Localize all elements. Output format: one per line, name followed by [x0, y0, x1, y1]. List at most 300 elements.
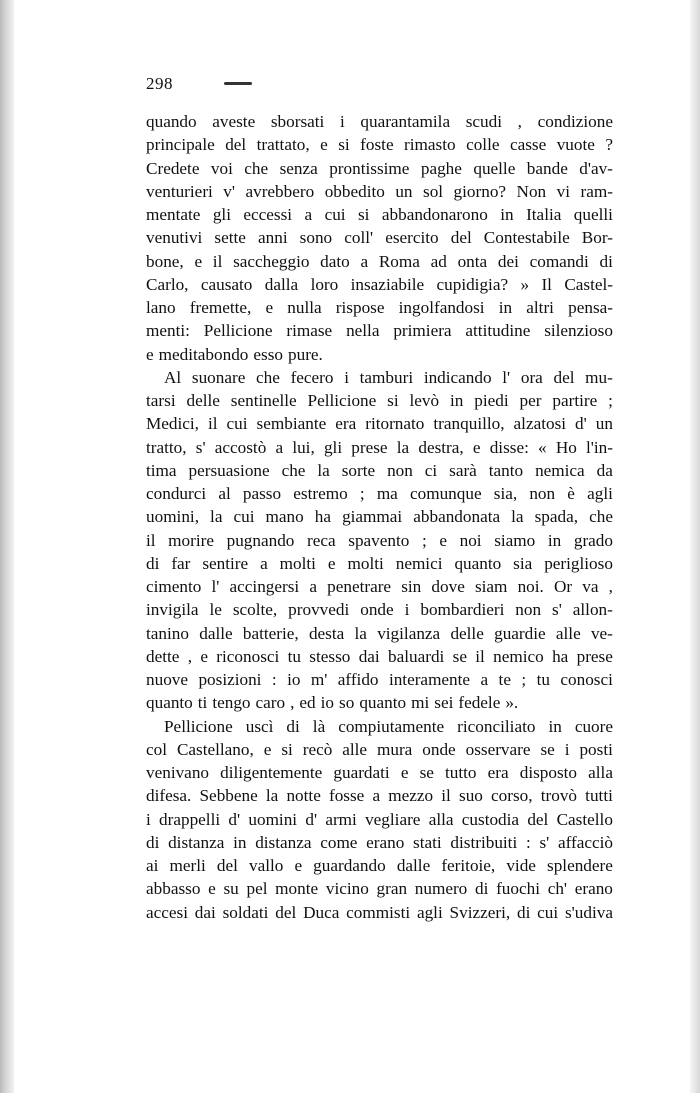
word: obbedito	[324, 181, 385, 201]
word: dalla	[264, 274, 299, 294]
word: ti	[197, 693, 208, 713]
word: rimasto	[404, 135, 456, 155]
word: delle	[186, 391, 220, 410]
word: penetrare	[327, 577, 392, 596]
word: di	[599, 251, 613, 271]
word: s'udiva	[564, 902, 613, 922]
word: affacciò	[557, 832, 613, 852]
word: :	[525, 832, 531, 852]
text-line	[146, 157, 613, 180]
word: giammai	[342, 507, 403, 527]
word: armi	[325, 809, 357, 829]
word: distanza	[255, 832, 312, 852]
word: grado	[573, 530, 613, 550]
word: gli	[212, 205, 231, 224]
word: scudi	[465, 112, 503, 131]
word: da	[596, 460, 613, 480]
word: m'	[310, 670, 328, 689]
word: l'	[211, 577, 220, 596]
word: non	[387, 460, 413, 480]
text-line	[146, 482, 613, 505]
word: Roma	[378, 251, 420, 271]
text-line	[146, 877, 613, 900]
word: per	[519, 391, 542, 410]
word: piedi	[474, 391, 509, 410]
word: insaziabile	[350, 274, 425, 294]
text-line	[146, 389, 613, 412]
word: ,	[187, 646, 193, 666]
word: io	[320, 693, 335, 713]
word: esercito	[385, 228, 439, 248]
text-line	[146, 529, 613, 552]
word: abbasso	[146, 879, 201, 899]
word: levò	[409, 391, 440, 410]
word: batterie,	[242, 623, 299, 643]
word: disse:	[489, 437, 529, 457]
body-text	[146, 110, 613, 924]
word: del	[225, 135, 247, 155]
word: :	[271, 670, 277, 689]
word: che	[281, 460, 306, 480]
word: s'	[539, 832, 550, 852]
word: cui	[324, 205, 346, 224]
word: sia	[513, 553, 533, 573]
word: stesso	[309, 646, 351, 666]
word: corso,	[491, 786, 533, 806]
word: se	[452, 646, 467, 666]
word: sorte	[341, 460, 376, 480]
word: mu-	[585, 367, 613, 387]
word: menti:	[146, 321, 190, 341]
word: quanto	[454, 553, 502, 573]
word: riconosci	[216, 646, 280, 666]
word: te	[498, 670, 511, 689]
word: se	[419, 763, 434, 782]
word: colle	[466, 135, 500, 155]
text-line	[146, 133, 613, 156]
word: commisti	[346, 902, 411, 922]
word: splendere	[547, 856, 613, 875]
word: nulla	[287, 298, 322, 317]
word: Pellicione	[307, 391, 377, 410]
word: nella	[346, 321, 380, 341]
word: tengo	[212, 693, 251, 713]
word: ,	[517, 112, 522, 131]
word: v'	[223, 181, 235, 201]
word: fedele	[458, 693, 501, 713]
text-line	[146, 715, 613, 738]
word: paghe	[420, 158, 462, 178]
word: agli	[416, 902, 443, 922]
word: silenzioso	[544, 321, 613, 341]
word: Sebbene	[199, 786, 258, 806]
word: meditabondo	[158, 344, 249, 364]
word: sono	[299, 228, 333, 248]
word: io	[287, 670, 301, 689]
word: fuochi	[496, 879, 540, 899]
word: ,	[290, 693, 295, 713]
word: vuote	[556, 135, 595, 155]
word: Italia	[526, 205, 562, 224]
text-line	[146, 552, 613, 575]
word: bone,	[146, 251, 184, 271]
word: osservare	[465, 739, 531, 759]
word: dalle	[396, 856, 431, 875]
word: il	[441, 786, 451, 806]
word: foste	[360, 135, 394, 155]
word: Castel-	[564, 274, 613, 294]
word: indicando	[423, 367, 492, 387]
word: feritoie,	[441, 856, 496, 875]
word: tima	[146, 460, 177, 480]
word: attitudine	[465, 321, 531, 341]
word: Ho	[555, 437, 577, 457]
word: a	[260, 553, 268, 573]
word: rispose	[335, 298, 385, 317]
word: si	[338, 135, 350, 155]
word: mura	[376, 739, 413, 759]
word: del	[450, 228, 472, 248]
word: d'	[228, 809, 241, 829]
word: posizioni	[198, 670, 262, 689]
word: ora	[520, 367, 543, 387]
text-line	[146, 831, 613, 854]
word: avrebbero	[245, 181, 315, 201]
word: del	[216, 856, 238, 875]
word: mentate	[146, 205, 201, 224]
word: dette	[146, 646, 180, 666]
word: un	[395, 181, 413, 201]
word: ch'	[547, 879, 568, 899]
word: ;	[608, 391, 613, 410]
word: soldati	[222, 902, 269, 922]
word: uomini	[248, 809, 298, 829]
word: quando	[146, 112, 197, 131]
word: in	[500, 205, 514, 224]
word: compiutamente	[338, 716, 445, 736]
word: del	[275, 902, 297, 922]
word: sembiante	[256, 414, 327, 434]
word: l'	[502, 367, 511, 387]
word: suo	[459, 786, 483, 806]
word: che	[244, 158, 269, 178]
word: passo	[242, 484, 282, 503]
word: e	[208, 879, 216, 899]
text-line	[146, 273, 613, 296]
word: in	[450, 391, 464, 410]
word: mano	[265, 507, 304, 527]
word: alle	[342, 739, 368, 759]
word: disposto	[519, 763, 578, 782]
word: reca	[307, 530, 336, 550]
word: tamburi	[359, 367, 414, 387]
word: quarantamila	[360, 112, 451, 131]
text-line	[146, 622, 613, 645]
word: affido	[337, 670, 379, 689]
word: quelle	[473, 158, 516, 178]
word: mezzo	[388, 786, 434, 806]
word: guardando	[313, 856, 386, 875]
word: noi	[459, 530, 482, 550]
text-line	[146, 296, 613, 319]
word: lui,	[292, 437, 315, 457]
word: e	[439, 530, 447, 550]
word: prontissime	[329, 158, 410, 178]
text-line	[146, 901, 613, 924]
word: agli	[587, 484, 613, 503]
word: quelli	[573, 205, 613, 224]
word: spavento	[348, 530, 410, 550]
word: coll'	[344, 228, 374, 248]
word: periglioso	[544, 553, 613, 573]
word: Duca	[303, 902, 340, 922]
word: cui	[233, 507, 255, 527]
word: interamente	[388, 670, 471, 689]
word: su	[223, 879, 239, 899]
word: a	[304, 205, 313, 224]
word: pel	[246, 879, 268, 899]
word: far	[171, 553, 191, 573]
word: venivano	[146, 763, 210, 782]
word: »	[520, 274, 530, 294]
word: conosci	[560, 670, 613, 689]
word: erano	[366, 832, 405, 852]
word: pure.	[288, 344, 323, 364]
word: onta	[457, 251, 488, 271]
word: vi	[556, 181, 571, 201]
word: i	[344, 367, 349, 387]
word: merli	[169, 856, 206, 875]
word: e	[146, 344, 154, 364]
word: custodia	[461, 809, 520, 829]
word: s'	[195, 437, 206, 457]
word: ci	[424, 460, 438, 480]
word: come	[320, 832, 358, 852]
word: diligentemente	[220, 763, 323, 782]
word: si	[387, 391, 399, 410]
word: Credete	[146, 158, 200, 178]
word: la	[265, 786, 279, 806]
word: e	[265, 298, 274, 317]
word: tutto	[445, 763, 477, 782]
word: dei	[497, 251, 519, 271]
word: guardie	[494, 623, 546, 643]
word: molti	[347, 553, 384, 573]
word: e	[320, 135, 328, 155]
word: col	[146, 739, 167, 759]
text-line	[146, 668, 613, 691]
word: persuasione	[188, 460, 270, 480]
word: si	[281, 739, 293, 759]
word: sia,	[493, 484, 518, 503]
word: a	[360, 251, 369, 271]
word: cui	[537, 902, 559, 922]
text-line	[146, 250, 613, 273]
header-rule	[224, 82, 252, 85]
text-line	[146, 180, 613, 203]
word: vide	[506, 856, 536, 875]
word: distanza	[168, 832, 225, 852]
word: tu	[536, 670, 550, 689]
word: in	[233, 832, 247, 852]
word: allon-	[572, 600, 613, 620]
word: primiera	[393, 321, 452, 341]
word: la	[317, 460, 330, 480]
word: i	[564, 739, 570, 759]
word: nemico	[493, 646, 544, 666]
word: accostò	[214, 437, 267, 457]
scan-left-edge	[0, 0, 14, 1093]
word: prese	[576, 646, 613, 666]
word: venturieri	[146, 181, 213, 201]
word: accesi	[146, 902, 188, 922]
word: prese	[351, 437, 388, 457]
word: ma	[376, 484, 398, 503]
word: del	[527, 809, 549, 829]
word: numero	[414, 879, 468, 899]
word: a	[372, 786, 381, 806]
text-line	[146, 808, 613, 831]
word: e	[327, 553, 336, 573]
word: l'in-	[586, 437, 613, 457]
word: estremo	[293, 484, 348, 503]
word: posti	[579, 739, 613, 759]
word: tratto,	[146, 437, 187, 457]
word: là	[312, 716, 326, 736]
word: baluardi	[388, 646, 445, 666]
word: aveste	[212, 112, 256, 131]
word: si	[357, 205, 370, 224]
word: difesa.	[146, 786, 192, 806]
text-line	[146, 691, 613, 714]
text-line	[146, 203, 613, 226]
word: ed	[299, 693, 316, 713]
text-line	[146, 226, 613, 249]
word: invigila	[146, 600, 199, 620]
word: nuove	[146, 670, 189, 689]
word: cupidigia?	[436, 274, 509, 294]
word: sin	[401, 577, 422, 596]
word: saccheggio	[233, 251, 310, 271]
word: stati	[413, 832, 442, 852]
word: ai	[146, 856, 159, 875]
word: quanto	[359, 693, 407, 713]
word: se	[540, 739, 555, 759]
text-line	[146, 412, 613, 435]
word: onde	[360, 600, 394, 620]
word: vicino	[325, 879, 369, 899]
text-line	[146, 645, 613, 668]
word: sarà	[449, 460, 477, 480]
word: era	[335, 414, 357, 434]
word: la	[210, 507, 223, 527]
word: e	[194, 251, 203, 271]
page-number: 298	[146, 74, 173, 93]
word: erano	[574, 879, 613, 899]
word: e	[200, 646, 208, 666]
word: desta	[308, 623, 345, 643]
word: d'	[575, 414, 587, 434]
word: uomini,	[146, 507, 199, 527]
word: gli	[323, 437, 343, 457]
word: il	[207, 414, 218, 434]
word: va	[582, 577, 599, 596]
word: a	[309, 577, 317, 596]
text-line	[146, 784, 613, 807]
word: Contestabile	[483, 228, 570, 248]
word: noi.	[517, 577, 544, 596]
word: la	[396, 437, 410, 457]
text-line	[146, 436, 613, 459]
word: alle	[555, 623, 581, 643]
word: i	[146, 809, 151, 829]
word: dai	[358, 646, 380, 666]
text-line	[146, 343, 613, 366]
word: fosse	[328, 786, 365, 806]
word: quanto	[146, 693, 193, 713]
word: che	[589, 507, 613, 527]
word: tarsi	[146, 391, 176, 410]
word: cuore	[574, 716, 613, 736]
word: Non	[516, 181, 547, 201]
word: ingolfandosi	[398, 298, 485, 317]
word: molti	[279, 553, 316, 573]
word: tu	[287, 646, 301, 666]
word: gran	[376, 879, 408, 899]
word: ?	[605, 135, 613, 155]
word: cimento	[146, 577, 202, 596]
word: in	[498, 298, 513, 317]
word: sei	[434, 693, 454, 713]
word: ;	[521, 670, 527, 689]
word: di	[146, 553, 160, 573]
word: non	[529, 484, 556, 503]
word: a	[275, 437, 284, 457]
word: condurci	[146, 484, 207, 503]
word: Svizzeri,	[449, 902, 511, 922]
text-line	[146, 110, 613, 133]
text-line	[146, 505, 613, 528]
word: eccessi	[243, 205, 293, 224]
word: bombardieri	[420, 600, 505, 620]
word: abbandonarono	[381, 205, 488, 224]
word: la	[511, 507, 524, 527]
word: onde	[422, 739, 456, 759]
word: uscì	[245, 716, 274, 736]
word: senza	[279, 158, 318, 178]
word: cui	[226, 414, 248, 434]
word: Il	[541, 274, 552, 294]
word: nemica	[535, 460, 585, 480]
word: comandi	[529, 251, 589, 271]
word: rimase	[286, 321, 333, 341]
scan-right-edge	[690, 0, 700, 1093]
word: riconciliato	[457, 716, 536, 736]
word: «	[538, 437, 547, 457]
word: provvedi	[288, 600, 350, 620]
word: giorno?	[453, 181, 507, 201]
word: il	[146, 530, 156, 550]
word: sentire	[202, 553, 249, 573]
text-line	[146, 854, 613, 877]
word: fremette,	[189, 298, 252, 317]
word: nemici	[395, 553, 443, 573]
word: tanino	[146, 623, 189, 643]
text-line	[146, 459, 613, 482]
word: e	[400, 763, 409, 782]
word: trovò	[540, 786, 578, 806]
word: monte	[275, 879, 319, 899]
